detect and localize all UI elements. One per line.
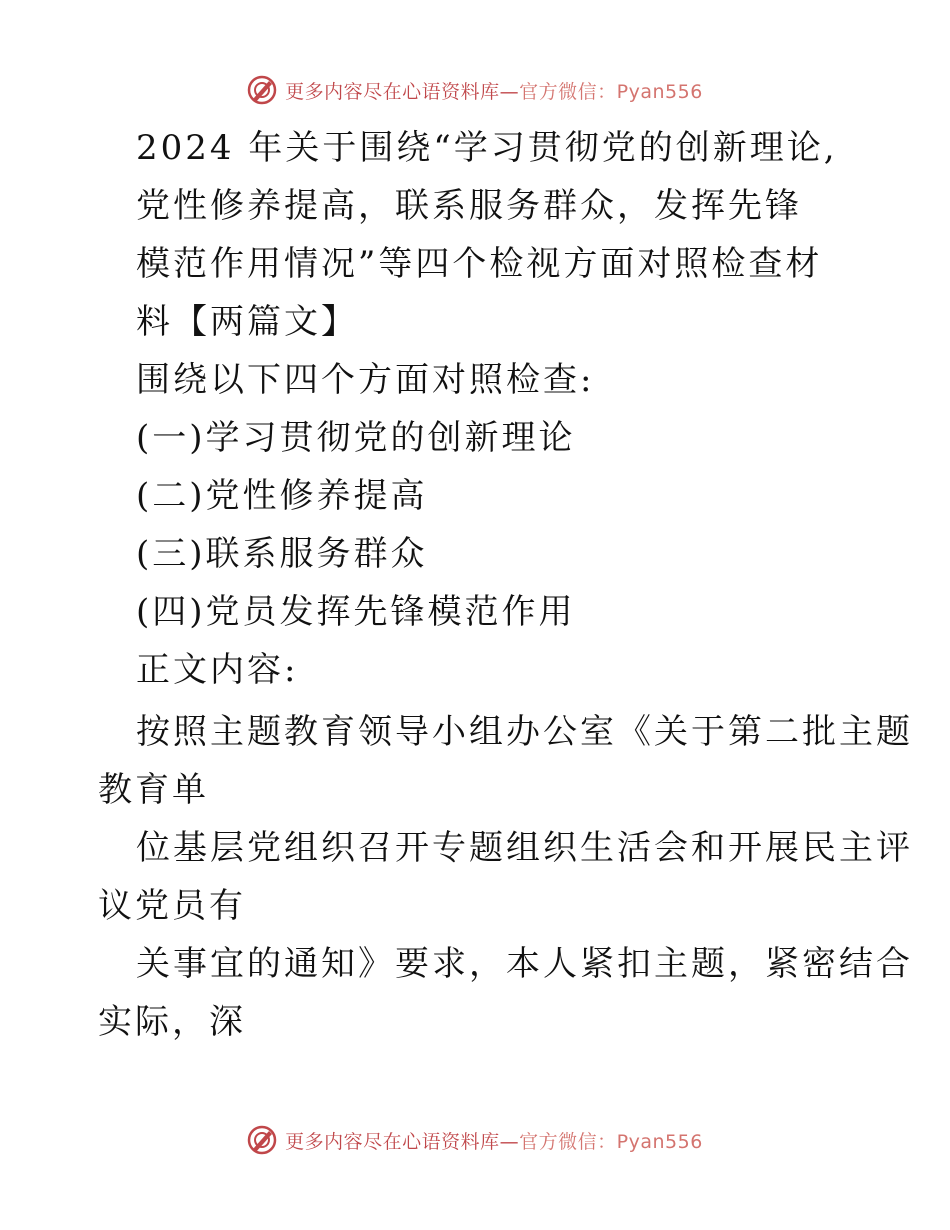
body-line: 按照主题教育领导小组办公室《关于第二批主题 xyxy=(136,712,913,752)
logo-icon xyxy=(247,1125,277,1155)
body-line: 位基层党组织召开专题组织生活会和开展民主评 xyxy=(136,828,913,868)
footer-banner xyxy=(0,1120,950,1160)
body-heading: 正文内容: xyxy=(136,650,299,690)
banner-main-text: 更多内容尽在心语资料库— xyxy=(285,80,520,103)
body-line: 关事宜的通知》要求，本人紧扣主题，紧密结合 xyxy=(136,944,913,984)
intro-text: 围绕以下四个方面对照检查: xyxy=(136,360,595,400)
title-line-3: 模范作用情况”等四个检视方面对照检查材 xyxy=(136,244,823,284)
list-item: (一)学习贯彻党的创新理论 xyxy=(136,418,576,458)
body-line: 实际，深 xyxy=(98,1002,246,1042)
title-line-1: 2024 年关于围绕“学习贯彻党的创新理论, xyxy=(136,128,838,168)
body-line: 教育单 xyxy=(98,770,209,810)
header-banner xyxy=(0,70,950,110)
title-line-4: 料【两篇文】 xyxy=(136,302,358,342)
banner-text xyxy=(285,77,703,104)
banner-wechat-text: 官方微信：Pyan556 xyxy=(519,1130,703,1153)
logo-icon xyxy=(247,75,277,105)
body-line: 议党员有 xyxy=(98,886,246,926)
title-line-2: 党性修养提高，联系服务群众，发挥先锋 xyxy=(136,186,802,226)
banner-wechat-text: 官方微信：Pyan556 xyxy=(519,80,703,103)
list-item: (四)党员发挥先锋模范作用 xyxy=(136,592,576,632)
banner-text xyxy=(285,1127,703,1154)
list-item: (三)联系服务群众 xyxy=(136,534,428,574)
banner-main-text: 更多内容尽在心语资料库— xyxy=(285,1130,520,1153)
list-item: (二)党性修养提高 xyxy=(136,476,428,516)
